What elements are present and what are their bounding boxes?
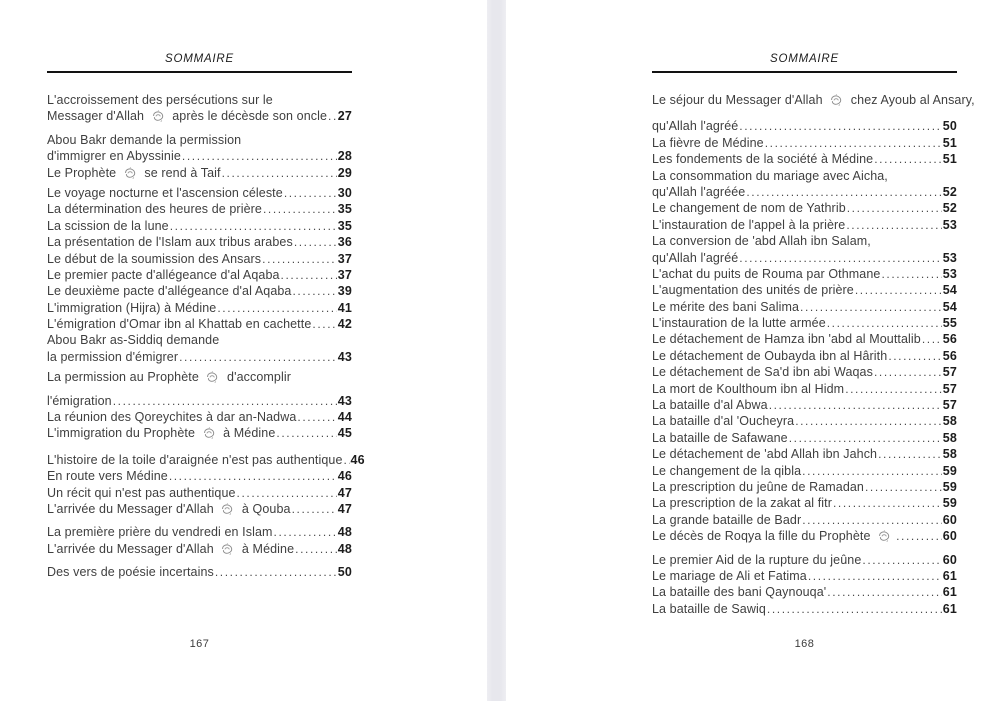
dot-leader bbox=[846, 217, 941, 233]
entry-page-number: 37 bbox=[337, 267, 352, 282]
pbuh-symbol bbox=[205, 371, 220, 383]
dot-leader bbox=[215, 564, 337, 580]
entry-text: L'immigration (Hijra) à Médine bbox=[47, 300, 217, 315]
toc-entry-line bbox=[652, 512, 957, 528]
toc-entry-line bbox=[652, 430, 957, 446]
dot-leader bbox=[739, 250, 941, 266]
page-number-right: 168 bbox=[794, 638, 815, 650]
toc-entry-line bbox=[652, 299, 957, 315]
entry-text: Un récit qui n'est pas authentique bbox=[47, 485, 236, 500]
entry-page-number: 57 bbox=[942, 398, 957, 413]
entry-page-number: 59 bbox=[942, 479, 957, 494]
dot-leader bbox=[808, 568, 942, 584]
dot-leader bbox=[827, 315, 942, 331]
page-number-left: 167 bbox=[189, 638, 210, 650]
toc-entry-line bbox=[652, 250, 957, 266]
toc-entry-line bbox=[47, 267, 352, 283]
toc-entry-line bbox=[47, 300, 352, 316]
toc-entry-line bbox=[652, 495, 957, 511]
toc-entry-line bbox=[47, 409, 352, 425]
toc-entry-line bbox=[47, 165, 352, 181]
toc-entry-line bbox=[47, 349, 352, 365]
dot-leader bbox=[789, 430, 942, 446]
entry-page-number: 54 bbox=[942, 299, 957, 314]
entry-text: Le voyage nocturne et l'ascension céleste bbox=[47, 185, 283, 200]
entry-page-number: 46 bbox=[337, 469, 352, 484]
entry-text: L'émigration d'Omar ibn al Khattab en cachette bbox=[47, 317, 312, 332]
dot-leader bbox=[865, 479, 942, 495]
toc-entry-line bbox=[652, 217, 957, 233]
entry-page-number: 35 bbox=[337, 202, 352, 217]
entry-page-number: 37 bbox=[337, 251, 352, 266]
toc-entry-line bbox=[47, 185, 352, 201]
toc-entry-line bbox=[652, 135, 957, 151]
dot-leader bbox=[113, 393, 337, 409]
entry-page-number: 51 bbox=[942, 152, 957, 167]
dot-leader bbox=[274, 524, 337, 540]
entry-text: La détermination des heures de prière bbox=[47, 202, 262, 217]
dot-leader bbox=[169, 468, 337, 484]
entry-text: Abou Bakr as-Siddiq demande bbox=[47, 333, 220, 348]
dot-leader bbox=[767, 601, 942, 617]
dot-leader bbox=[795, 413, 942, 429]
entry-page-number: 58 bbox=[942, 430, 957, 445]
entry-page-number: 54 bbox=[942, 283, 957, 298]
entry-page-number: 53 bbox=[942, 266, 957, 281]
pbuh-symbol bbox=[123, 167, 138, 179]
entry-page-number: 50 bbox=[942, 119, 957, 134]
entry-page-number: 61 bbox=[942, 568, 957, 583]
entry-text: Le premier pacte d'allégeance d'al Aqaba bbox=[47, 267, 280, 282]
entry-text: La bataille des bani Qaynouqa' bbox=[652, 585, 827, 600]
toc-entry-line bbox=[47, 425, 352, 441]
dot-leader bbox=[802, 512, 941, 528]
entry-page-number: 43 bbox=[337, 393, 352, 408]
entry-page-number: 53 bbox=[942, 250, 957, 265]
page-gutter bbox=[487, 0, 506, 701]
dot-leader bbox=[284, 185, 337, 201]
toc-entry-line bbox=[47, 251, 352, 267]
dot-leader bbox=[237, 485, 337, 501]
entry-text: L'instauration de l'appel à la prière bbox=[652, 217, 846, 232]
dot-leader bbox=[878, 446, 942, 462]
toc-entry-line bbox=[652, 528, 957, 544]
entry-page-number: 59 bbox=[942, 463, 957, 478]
entry-text: L'immigration du Prophète à Médine bbox=[47, 426, 276, 441]
toc-entry-line bbox=[652, 446, 957, 462]
dot-leader bbox=[862, 552, 941, 568]
entry-page-number: 52 bbox=[942, 184, 957, 199]
entry-page-number: 56 bbox=[942, 348, 957, 363]
entry-page-number: 29 bbox=[337, 165, 352, 180]
toc-entry-line bbox=[47, 218, 352, 234]
entry-page-number: 41 bbox=[337, 300, 352, 315]
entry-text: La bataille de Sawiq bbox=[652, 601, 766, 616]
entry-page-number: 60 bbox=[942, 512, 957, 527]
toc-list-right bbox=[652, 92, 975, 617]
dot-leader bbox=[297, 409, 336, 425]
toc-entry-line bbox=[652, 397, 957, 413]
toc-entry-line bbox=[652, 200, 957, 216]
dot-leader bbox=[222, 165, 337, 181]
entry-text: d'immigrer en Abyssinie bbox=[47, 149, 181, 164]
entry-text: L'achat du puits de Rouma par Othmane bbox=[652, 266, 881, 281]
entry-page-number: 50 bbox=[337, 565, 352, 580]
toc-entry-line bbox=[652, 266, 957, 282]
dot-leader bbox=[217, 300, 336, 316]
entry-page-number: 47 bbox=[337, 501, 352, 516]
toc-entry-line bbox=[47, 524, 352, 540]
entry-text: qu'Allah l'agréé bbox=[652, 119, 739, 134]
entry-page-number: 57 bbox=[942, 381, 957, 396]
toc-entry-line bbox=[652, 601, 957, 617]
entry-text: Les fondements de la société à Médine bbox=[652, 152, 874, 167]
entry-text: La fièvre de Médine bbox=[652, 135, 764, 150]
entry-page-number: 39 bbox=[337, 284, 352, 299]
dot-leader bbox=[922, 331, 942, 347]
entry-text: Messager d'Allah après le décèsde son oncle bbox=[47, 109, 328, 124]
entry-text: La mort de Koulthoum ibn al Hidm bbox=[652, 381, 845, 396]
toc-entry-line bbox=[652, 568, 957, 584]
entry-text: Le changement de la qibla bbox=[652, 463, 802, 478]
toc-entry-line bbox=[652, 348, 957, 364]
entry-page-number: 46 bbox=[350, 452, 365, 467]
entry-page-number: 56 bbox=[942, 332, 957, 347]
entry-text: Le détachement de 'abd Allah ibn Jahch bbox=[652, 447, 878, 462]
dot-leader bbox=[888, 348, 941, 364]
entry-page-number: 30 bbox=[337, 185, 352, 200]
toc-entry-line bbox=[652, 463, 957, 479]
entry-page-number: 58 bbox=[942, 447, 957, 462]
toc-entry-line bbox=[652, 381, 957, 397]
entry-text: La présentation de l'Islam aux tribus arabes bbox=[47, 235, 293, 250]
toc-entry-line bbox=[652, 92, 975, 108]
entry-page-number: 61 bbox=[942, 585, 957, 600]
dot-leader bbox=[281, 267, 337, 283]
entry-text: La scission de la lune bbox=[47, 218, 169, 233]
dot-leader bbox=[179, 349, 337, 365]
dot-leader bbox=[800, 299, 942, 315]
toc-entry-line bbox=[652, 364, 957, 380]
entry-page-number: 44 bbox=[337, 410, 352, 425]
page-header-left: SOMMAIRE bbox=[47, 52, 352, 73]
toc-entry-line bbox=[652, 184, 957, 200]
toc-entry-line bbox=[47, 108, 352, 124]
entry-page-number: 59 bbox=[942, 496, 957, 511]
page-right bbox=[652, 52, 975, 617]
toc-entry-line bbox=[47, 501, 352, 517]
entry-page-number: 27 bbox=[337, 109, 352, 124]
dot-leader bbox=[170, 218, 337, 234]
dot-leader bbox=[292, 283, 336, 299]
toc-entry-line bbox=[47, 332, 352, 348]
dot-leader bbox=[294, 234, 337, 250]
dot-leader bbox=[833, 495, 942, 511]
entry-text: la permission d'émigrer bbox=[47, 349, 179, 364]
toc-entry-line bbox=[47, 452, 365, 468]
entry-text: La bataille de Safawane bbox=[652, 430, 788, 445]
dot-leader bbox=[328, 108, 337, 124]
toc-entry-line bbox=[652, 584, 957, 600]
entry-page-number: 45 bbox=[337, 426, 352, 441]
toc-entry-line bbox=[652, 413, 957, 429]
pbuh-symbol bbox=[829, 94, 844, 106]
entry-text: Le détachement de Hamza ibn 'abd al Mouttalib bbox=[652, 332, 921, 347]
entry-text: L'histoire de la toile d'araignée n'est pas authentique bbox=[47, 452, 343, 467]
toc-entry-line bbox=[652, 168, 957, 184]
toc-list-left bbox=[47, 92, 365, 581]
entry-page-number: 53 bbox=[942, 217, 957, 232]
page-header-right: SOMMAIRE bbox=[652, 52, 957, 73]
dot-leader bbox=[739, 118, 941, 134]
dot-leader bbox=[262, 251, 337, 267]
dot-leader bbox=[802, 463, 942, 479]
entry-text: La consommation du mariage avec Aicha, bbox=[652, 168, 888, 183]
entry-page-number: 43 bbox=[337, 349, 352, 364]
dot-leader bbox=[312, 316, 336, 332]
dot-leader bbox=[263, 201, 337, 217]
entry-page-number: 48 bbox=[337, 541, 352, 556]
entry-text: L'augmentation des unités de prière bbox=[652, 283, 854, 298]
dot-leader bbox=[847, 200, 942, 216]
entry-text: La première prière du vendredi en Islam bbox=[47, 525, 273, 540]
entry-text: Le séjour du Messager d'Allah chez Ayoub al Ansary, bbox=[652, 93, 975, 107]
pbuh-symbol bbox=[877, 530, 892, 542]
toc-entry-line bbox=[47, 468, 352, 484]
entry-text: La bataille d'al Abwa bbox=[652, 398, 768, 413]
entry-page-number: 57 bbox=[942, 365, 957, 380]
toc-entry-line bbox=[47, 92, 352, 108]
dot-leader bbox=[881, 266, 941, 282]
entry-text: Des vers de poésie incertains bbox=[47, 565, 214, 580]
toc-entry-line bbox=[47, 485, 352, 501]
entry-page-number: 48 bbox=[337, 525, 352, 540]
dot-leader bbox=[874, 151, 941, 167]
entry-page-number: 60 bbox=[942, 529, 957, 544]
entry-text: Le détachement de Sa'd ibn abi Waqas bbox=[652, 365, 873, 380]
dot-leader bbox=[344, 452, 350, 468]
toc-entry-line bbox=[652, 282, 957, 298]
dot-leader bbox=[292, 501, 337, 517]
entry-text: qu'Allah l'agréée bbox=[652, 184, 746, 199]
dot-leader bbox=[295, 541, 337, 557]
entry-text: L'accroissement des persécutions sur le bbox=[47, 93, 273, 107]
entry-text: Le changement de nom de Yathrib bbox=[652, 201, 846, 216]
dot-leader bbox=[769, 397, 942, 413]
entry-text: En route vers Médine bbox=[47, 469, 168, 484]
entry-page-number: 28 bbox=[337, 149, 352, 164]
entry-text: La bataille d'al 'Oucheyra bbox=[652, 414, 795, 429]
toc-entry-line bbox=[652, 151, 957, 167]
entry-text: La prescription du jeûne de Ramadan bbox=[652, 479, 864, 494]
toc-entry-line bbox=[47, 369, 352, 385]
entry-text: Le mariage de Ali et Fatima bbox=[652, 568, 807, 583]
entry-text: La prescription de la zakat al fitr bbox=[652, 496, 832, 511]
entry-page-number: 47 bbox=[337, 485, 352, 500]
toc-entry-line bbox=[47, 234, 352, 250]
entry-page-number: 61 bbox=[942, 601, 957, 616]
entry-text: Le deuxième pacte d'allégeance d'al Aqaba bbox=[47, 284, 292, 299]
toc-entry-line bbox=[652, 479, 957, 495]
toc-entry-line bbox=[652, 233, 957, 249]
entry-page-number: 42 bbox=[337, 317, 352, 332]
toc-entry-line bbox=[47, 201, 352, 217]
entry-text: Le début de la soumission des Ansars bbox=[47, 251, 262, 266]
entry-text: Le décès de Roqya la fille du Prophète bbox=[652, 528, 895, 544]
dot-leader bbox=[845, 381, 942, 397]
entry-text: La permission au Prophète d'accomplir bbox=[47, 370, 291, 385]
toc-entry-line bbox=[47, 541, 352, 557]
entry-text: Le Prophète se rend à Taif bbox=[47, 165, 221, 180]
dot-leader bbox=[276, 425, 336, 441]
entry-text: Le mérite des bani Salima bbox=[652, 299, 800, 314]
dot-leader bbox=[746, 184, 941, 200]
toc-entry-line bbox=[47, 393, 352, 409]
entry-text: La réunion des Qoreychites à dar an-Nadwa bbox=[47, 410, 297, 425]
entry-text: l'émigration bbox=[47, 393, 112, 408]
page-left bbox=[47, 52, 365, 581]
pbuh-symbol bbox=[202, 427, 217, 439]
dot-leader bbox=[855, 282, 942, 298]
toc-entry-line bbox=[47, 316, 352, 332]
entry-text: Le détachement de Oubayda ibn al Hârith bbox=[652, 348, 888, 363]
entry-text: La conversion de 'abd Allah ibn Salam, bbox=[652, 234, 871, 249]
toc-entry-line bbox=[47, 132, 352, 148]
dot-leader bbox=[827, 584, 941, 600]
entry-text: Le premier Aid de la rupture du jeûne bbox=[652, 552, 862, 567]
toc-entry-line bbox=[47, 564, 352, 580]
entry-page-number: 36 bbox=[337, 235, 352, 250]
entry-text: L'instauration de la lutte armée bbox=[652, 316, 826, 331]
pbuh-symbol bbox=[220, 543, 235, 555]
toc-entry-line bbox=[652, 315, 957, 331]
entry-page-number: 52 bbox=[942, 201, 957, 216]
toc-entry-line bbox=[652, 331, 957, 347]
entry-text: L'arrivée du Messager d'Allah à Qouba bbox=[47, 501, 291, 516]
entry-text: L'arrivée du Messager d'Allah à Médine bbox=[47, 541, 295, 556]
dot-leader bbox=[182, 148, 337, 164]
entry-page-number: 35 bbox=[337, 218, 352, 233]
entry-text: La grande bataille de Badr bbox=[652, 512, 802, 527]
entry-page-number: 55 bbox=[942, 316, 957, 331]
entry-text: Abou Bakr demande la permission bbox=[47, 132, 242, 147]
entry-text: qu'Allah l'agréé bbox=[652, 250, 739, 265]
entry-page-number: 60 bbox=[942, 552, 957, 567]
dot-leader bbox=[765, 135, 942, 151]
toc-entry-line bbox=[47, 283, 352, 299]
toc-entry-line bbox=[652, 118, 957, 134]
dot-leader bbox=[874, 364, 942, 380]
entry-page-number: 51 bbox=[942, 135, 957, 150]
pbuh-symbol bbox=[151, 110, 166, 122]
pbuh-symbol bbox=[220, 503, 235, 515]
entry-page-number: 58 bbox=[942, 414, 957, 429]
dot-leader bbox=[896, 528, 942, 544]
toc-entry-line bbox=[652, 552, 957, 568]
toc-entry-line bbox=[47, 148, 352, 164]
